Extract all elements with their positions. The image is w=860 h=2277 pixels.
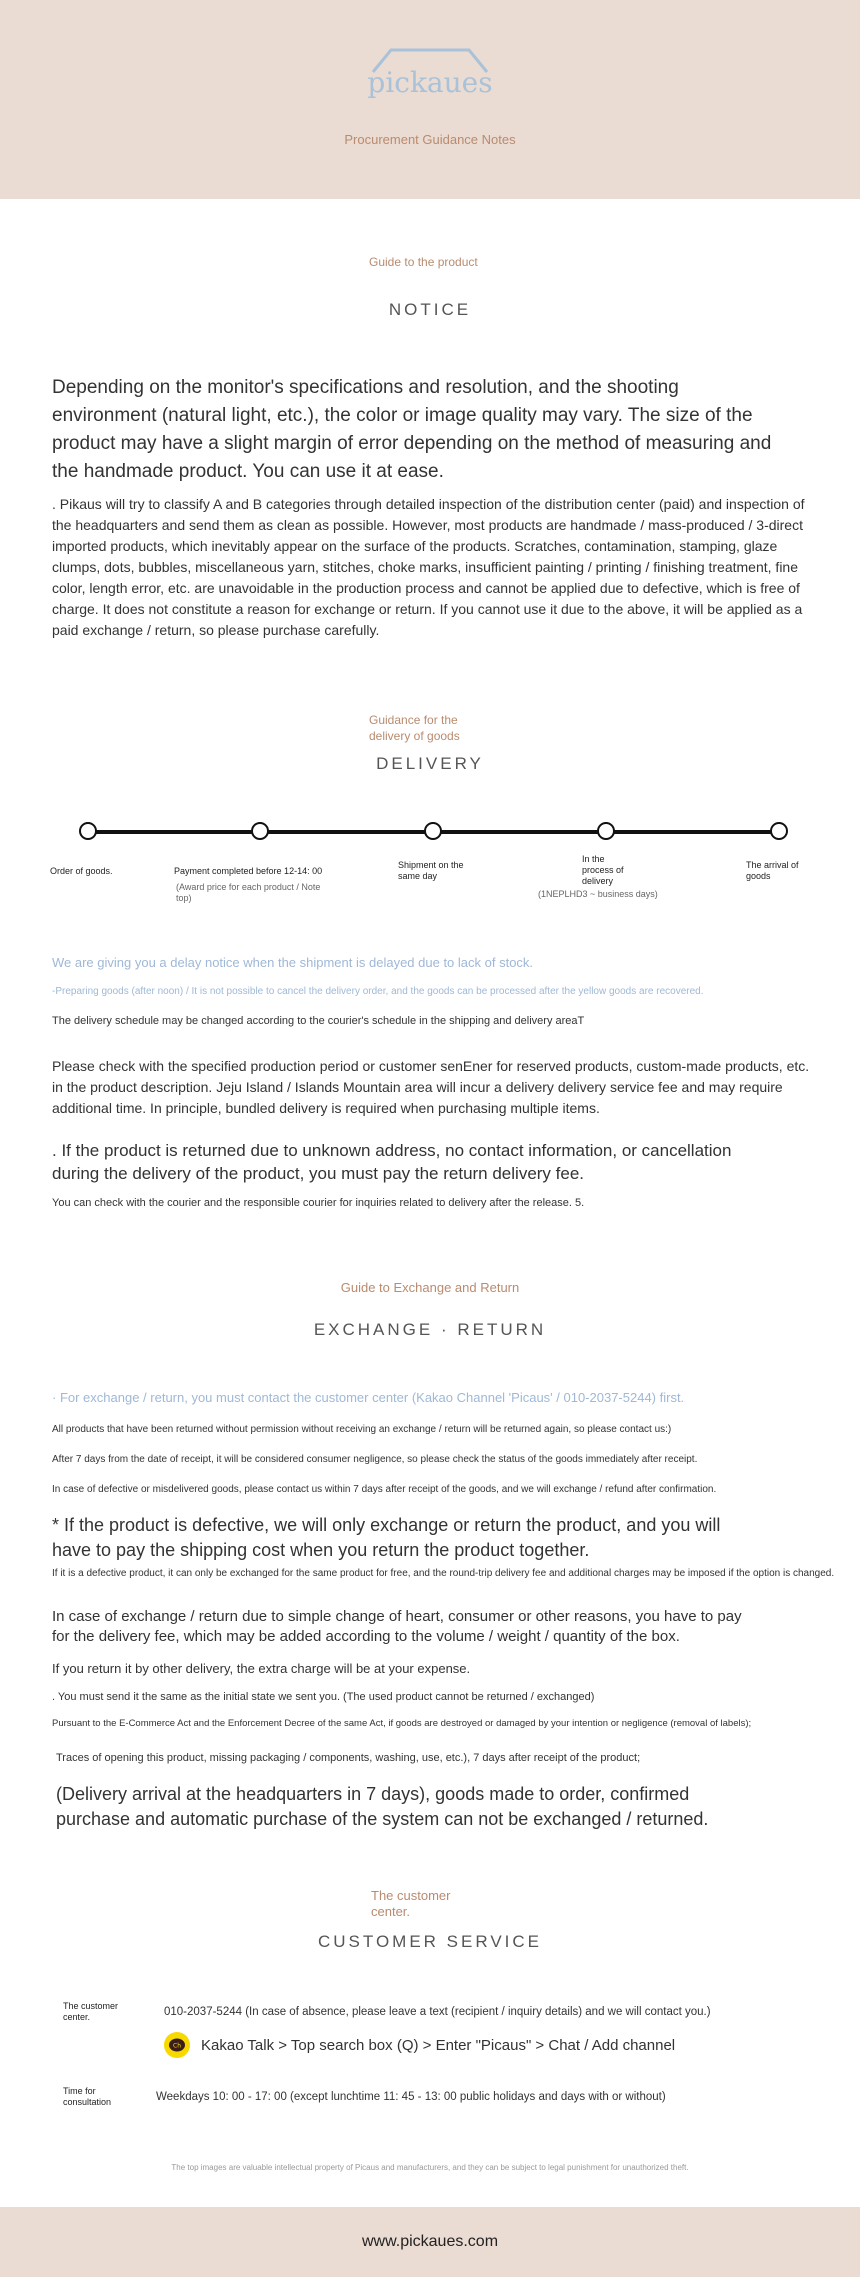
timeline-dot bbox=[79, 822, 97, 840]
step-payment-note: (Award price for each product / Note top) bbox=[176, 882, 321, 903]
step-in-delivery-note: (1NEPLHD3 ~ business days) bbox=[538, 889, 658, 899]
footer-url-link[interactable]: www.pickaues.com bbox=[361, 2233, 499, 2250]
exchange-contact: · For exchange / return, you must contact the customer center (Kakao Channel 'Picaus' / 010-2037-5244) first. bbox=[52, 1390, 685, 1405]
cs-kakao: Kakao Talk > Top search box (Q) > Enter "Picaus" > Chat / Add channel bbox=[201, 2037, 676, 2054]
notice-title: NOTICE bbox=[388, 300, 472, 319]
exchange-line3: In case of defective or misdelivered goods, please contact us within 7 days after receipt of the goods, and we will exchange / refund after confirmation. bbox=[52, 1484, 717, 1495]
timeline-dot bbox=[251, 822, 269, 840]
notice-kicker: Guide to the product bbox=[369, 255, 478, 269]
svg-text:Ch: Ch bbox=[173, 2042, 181, 2050]
exchange-line2: After 7 days from the date of receipt, it will be considered consumer negligence, so please check the status of the goods immediately after receipt. bbox=[52, 1454, 698, 1465]
timeline-dot bbox=[597, 822, 615, 840]
cs-hours: Weekdays 10: 00 - 17: 00 (except lunchtime 11: 45 - 13: 00 public holidays and days with or without) bbox=[156, 2091, 666, 2103]
brand-logo[interactable] bbox=[0, 44, 860, 104]
exchange-title: EXCHANGE · RETURN bbox=[313, 1320, 547, 1339]
cs-center-label: The customer center. bbox=[63, 2001, 119, 2022]
exchange-traces: Traces of opening this product, missing packaging / components, washing, use, etc.), 7 days after receipt of the product; bbox=[56, 1752, 641, 1764]
step-payment: Payment completed before 12-14: 00 bbox=[174, 866, 323, 876]
exchange-line1: All products that have been returned without permission without receiving an exchange / return will be returned again, so please contact us:) bbox=[52, 1424, 672, 1435]
timeline-dot bbox=[424, 822, 442, 840]
preparing-note: -Preparing goods (after noon) / It is not possible to cancel the delivery order, and the goods can be processed after the yellow goods are recovered. bbox=[52, 986, 704, 997]
page-subtitle: Procurement Guidance Notes bbox=[344, 132, 516, 147]
step-order: Order of goods. bbox=[50, 866, 113, 876]
notice-body: . Pikaus will try to classify A and B categories through detailed inspection of the distribution center (paid) and inspection of the headquarters and send them as clean as possible. However, most products are handmade / mass-produced / 3-direct imported products, which inevitably appear on the surface of the products. Scratches, contamination, stamping, glaze clumps, dots, bubbles, miscellaneous yarn, stitches, choke marks, insufficient painting / printing / finishing treatment, fine color, length error, etc. are unavoidable in the production process and cannot be applied due to defective, which is free of charge. It does not constitute a reason for exchange or return. If you cannot use it due to the above, it will be applied as a paid exchange / return, so please purchase carefully. bbox=[52, 496, 805, 638]
exchange-change-of-heart: In case of exchange / return due to simple change of heart, consumer or other reasons, you have to pay for the delivery fee, which may be added according to the volume / weight / quantity of the box. bbox=[52, 1608, 742, 1645]
exchange-defective-small: If it is a defective product, it can only be exchanged for the same product for free, and the round-trip delivery fee and additional charges may be imposed if the option is changed. bbox=[52, 1568, 835, 1579]
delivery-title: DELIVERY bbox=[376, 754, 484, 773]
returned-note: . If the product is returned due to unknown address, no contact information, or cancellation during the delivery of the product, you must pay the return delivery fee. bbox=[52, 1141, 732, 1183]
exchange-other-delivery: If you return it by other delivery, the extra charge will be at your expense. bbox=[52, 1661, 471, 1676]
notice-lead: Depending on the monitor's specifications and resolution, and the shooting environment (natural light, etc.), the color or image quality may vary. The size of the product may have a slight margin of error depending on the method of measuring and the handmade product. You can use it at ease. bbox=[52, 377, 772, 482]
exchange-kicker: Guide to Exchange and Return bbox=[340, 1280, 520, 1295]
cs-title: CUSTOMER SERVICE bbox=[317, 1932, 543, 1951]
cs-time-label: Time for consultation bbox=[63, 2086, 112, 2107]
step-in-delivery: In the process of delivery bbox=[582, 854, 624, 886]
timeline-dot bbox=[770, 822, 788, 840]
check-note: Please check with the specified production period or customer senEner for reserved products, custom-made products, etc. in the product description. Jeju Island / Islands Mountain area will incur a delivery delivery service fee and may require additional time. In principle, bundled delivery is required when purchasing multiple items. bbox=[52, 1058, 810, 1116]
copyright-note: The top images are valuable intellectual property of Picaus and manufacturers, and they can be subject to legal punishment for unauthorized theft. bbox=[171, 2163, 689, 2172]
step-arrival: The arrival of goods bbox=[746, 860, 799, 881]
exchange-final: (Delivery arrival at the headquarters in 7 days), goods made to order, confirmed purchase and automatic purchase of the system can not be exchanged / returned. bbox=[56, 1784, 709, 1829]
logo-house-icon bbox=[365, 44, 495, 104]
cs-phone[interactable]: 010-2037-5244 (In case of absence, please leave a text (recipient / inquiry details) and we will contact you.) bbox=[164, 2006, 711, 2018]
delay-notice: We are giving you a delay notice when the shipment is delayed due to lack of stock. bbox=[52, 955, 534, 970]
exchange-defective: * If the product is defective, we will only exchange or return the product, and you will have to pay the shipping cost when you return the product together. bbox=[52, 1515, 721, 1560]
delivery-kicker: Guidance for the delivery of goods bbox=[369, 713, 460, 743]
kakao-channel-icon[interactable] bbox=[164, 2032, 190, 2058]
exchange-ecommerce: Pursuant to the E-Commerce Act and the Enforcement Decree of the same Act, if goods are destroyed or damaged by your intention or negligence (removal of labels); bbox=[52, 1718, 752, 1729]
step-shipment: Shipment on the same day bbox=[398, 860, 464, 881]
exchange-same-state: . You must send it the same as the initial state we sent you. (The used product cannot be returned / exchanged) bbox=[52, 1691, 595, 1703]
svg-text:pickaues: pickaues bbox=[367, 66, 493, 99]
schedule-note: The delivery schedule may be changed according to the courier's schedule in the shipping and delivery areaT bbox=[52, 1015, 585, 1027]
cs-kicker: The customer center. bbox=[371, 1888, 451, 1919]
courier-note: You can check with the courier and the responsible courier for inquiries related to delivery after the release. 5. bbox=[52, 1197, 585, 1209]
